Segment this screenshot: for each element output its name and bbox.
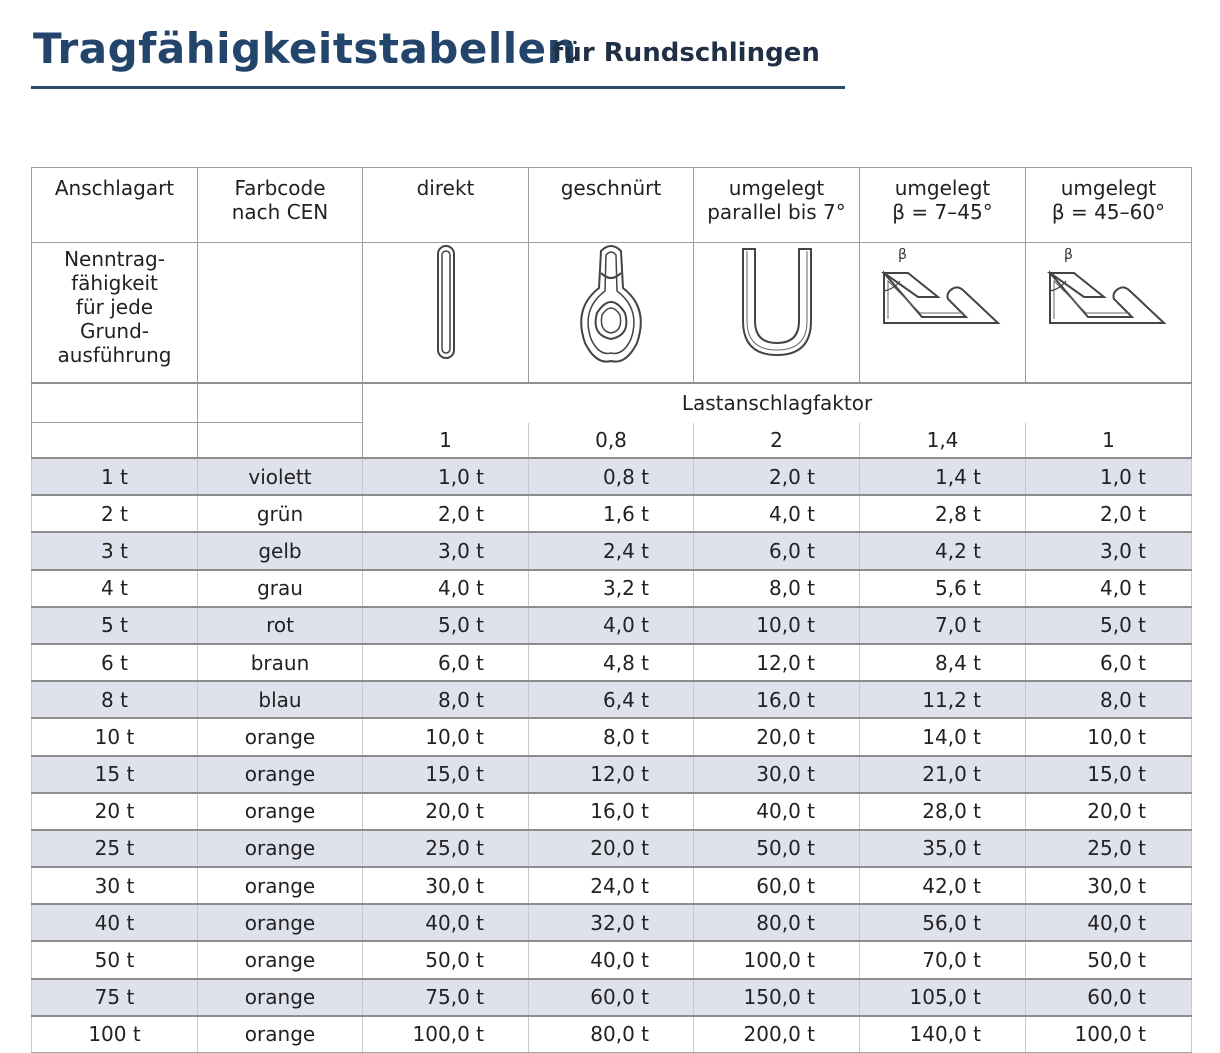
table-cell: 100,0 t bbox=[363, 1016, 529, 1053]
table-cell: 15,0 t bbox=[363, 756, 529, 793]
sling-basket-angle-7-45-icon bbox=[860, 243, 1026, 384]
table-cell: 20,0 t bbox=[363, 793, 529, 830]
table-cell: 40 t bbox=[32, 904, 198, 941]
table-cell: 10,0 t bbox=[1026, 718, 1192, 755]
table-cell: 60,0 t bbox=[529, 979, 694, 1016]
table-cell: 16,0 t bbox=[529, 793, 694, 830]
table-cell: 12,0 t bbox=[694, 644, 860, 681]
table-cell: 21,0 t bbox=[860, 756, 1026, 793]
table-cell: 8,0 t bbox=[529, 718, 694, 755]
table-cell: 30,0 t bbox=[1026, 867, 1192, 904]
table-cell: 4,8 t bbox=[529, 644, 694, 681]
table-cell: orange bbox=[198, 793, 363, 830]
table-cell: 28,0 t bbox=[860, 793, 1026, 830]
factor-value: 1 bbox=[363, 423, 529, 459]
table-cell: 12,0 t bbox=[529, 756, 694, 793]
sling-direct-icon bbox=[363, 243, 529, 384]
factor-value: 2 bbox=[694, 423, 860, 459]
table-cell: 2,0 t bbox=[694, 458, 860, 495]
column-header: umgelegt β = 7–45° bbox=[860, 168, 1026, 243]
table-cell: 100,0 t bbox=[1026, 1016, 1192, 1053]
table-cell: 8,0 t bbox=[363, 681, 529, 718]
empty-cell bbox=[32, 383, 198, 423]
table-cell: 1,4 t bbox=[860, 458, 1026, 495]
table-cell: orange bbox=[198, 830, 363, 867]
table-row bbox=[32, 867, 1192, 904]
table-header-row bbox=[32, 168, 1192, 243]
table-cell: 4,2 t bbox=[860, 532, 1026, 569]
beta-label: β bbox=[897, 247, 907, 263]
column-header: direkt bbox=[363, 168, 529, 243]
table-cell: 60,0 t bbox=[694, 867, 860, 904]
column-header: Farbcode nach CEN bbox=[198, 168, 363, 243]
table-cell: 5,0 t bbox=[1026, 607, 1192, 644]
table-row bbox=[32, 830, 1192, 867]
table-cell: 1,0 t bbox=[363, 458, 529, 495]
sling-basket-angle-45-60-icon bbox=[1026, 243, 1192, 384]
table-cell: 16,0 t bbox=[694, 681, 860, 718]
table-cell: 10,0 t bbox=[694, 607, 860, 644]
table-row bbox=[32, 756, 1192, 793]
table-cell: 42,0 t bbox=[860, 867, 1026, 904]
column-header: geschnürt bbox=[529, 168, 694, 243]
table-cell: 15,0 t bbox=[1026, 756, 1192, 793]
table-cell: 150,0 t bbox=[694, 979, 860, 1016]
table-cell: 2,8 t bbox=[860, 495, 1026, 532]
table-cell: violett bbox=[198, 458, 363, 495]
table-row bbox=[32, 495, 1192, 532]
table-cell: orange bbox=[198, 756, 363, 793]
table-cell: grün bbox=[198, 495, 363, 532]
table-cell: 8 t bbox=[32, 681, 198, 718]
table-cell: 2,0 t bbox=[1026, 495, 1192, 532]
table-cell: 11,2 t bbox=[860, 681, 1026, 718]
empty-cell bbox=[198, 383, 363, 423]
table-cell: 30,0 t bbox=[363, 867, 529, 904]
table-cell: 50,0 t bbox=[694, 830, 860, 867]
factor-value: 1,4 bbox=[860, 423, 1026, 459]
table-cell: 6,0 t bbox=[694, 532, 860, 569]
table-cell: 4,0 t bbox=[363, 570, 529, 607]
table-body bbox=[32, 458, 1192, 1053]
table-cell: 10,0 t bbox=[363, 718, 529, 755]
table-cell: 2,0 t bbox=[363, 495, 529, 532]
column-header: Anschlagart bbox=[32, 168, 198, 243]
table-cell: 35,0 t bbox=[860, 830, 1026, 867]
sling-basket-parallel-icon bbox=[694, 243, 860, 384]
table-cell: 30 t bbox=[32, 867, 198, 904]
table-cell: 6,0 t bbox=[363, 644, 529, 681]
table-cell: 10 t bbox=[32, 718, 198, 755]
factor-value: 1 bbox=[1026, 423, 1192, 459]
table-cell: 50,0 t bbox=[1026, 941, 1192, 978]
table-cell: 25,0 t bbox=[1026, 830, 1192, 867]
table-cell: 20,0 t bbox=[529, 830, 694, 867]
table-cell: 3,0 t bbox=[1026, 532, 1192, 569]
table-cell: 4,0 t bbox=[694, 495, 860, 532]
table-cell: 80,0 t bbox=[694, 904, 860, 941]
table-cell: 4 t bbox=[32, 570, 198, 607]
table-cell: 50 t bbox=[32, 941, 198, 978]
table-cell: grau bbox=[198, 570, 363, 607]
table-row bbox=[32, 644, 1192, 681]
table-cell: 15 t bbox=[32, 756, 198, 793]
table-cell: 5,6 t bbox=[860, 570, 1026, 607]
sling-choked-icon bbox=[529, 243, 694, 384]
table-cell: 25,0 t bbox=[363, 830, 529, 867]
factor-value: 0,8 bbox=[529, 423, 694, 459]
table-cell: 7,0 t bbox=[860, 607, 1026, 644]
table-cell: 200,0 t bbox=[694, 1016, 860, 1053]
table-cell: 100 t bbox=[32, 1016, 198, 1053]
table-cell: rot bbox=[198, 607, 363, 644]
table-row bbox=[32, 458, 1192, 495]
table-row bbox=[32, 718, 1192, 755]
table-cell: orange bbox=[198, 941, 363, 978]
table-cell: 25 t bbox=[32, 830, 198, 867]
table-cell: 1 t bbox=[32, 458, 198, 495]
table-cell: 6,0 t bbox=[1026, 644, 1192, 681]
table-cell: 20,0 t bbox=[694, 718, 860, 755]
table-cell: 2 t bbox=[32, 495, 198, 532]
table-cell: 75 t bbox=[32, 979, 198, 1016]
table-cell: 4,0 t bbox=[529, 607, 694, 644]
table-cell: 56,0 t bbox=[860, 904, 1026, 941]
table-row bbox=[32, 681, 1192, 718]
table-cell: 30,0 t bbox=[694, 756, 860, 793]
table-cell: orange bbox=[198, 979, 363, 1016]
table-cell: 8,4 t bbox=[860, 644, 1026, 681]
table-cell: 3,0 t bbox=[363, 532, 529, 569]
table-cell: 105,0 t bbox=[860, 979, 1026, 1016]
table-cell: 20 t bbox=[32, 793, 198, 830]
table-cell: 70,0 t bbox=[860, 941, 1026, 978]
beta-label: β bbox=[1063, 247, 1073, 263]
row-label-nenntragfaehigkeit: Nenntrag- fähigkeit für jede Grund- ausführung bbox=[57, 247, 172, 367]
table-cell: 8,0 t bbox=[694, 570, 860, 607]
table-cell: gelb bbox=[198, 532, 363, 569]
table-cell: 50,0 t bbox=[363, 941, 529, 978]
table-cell: 4,0 t bbox=[1026, 570, 1192, 607]
table-cell: 20,0 t bbox=[1026, 793, 1192, 830]
table-cell: 5,0 t bbox=[363, 607, 529, 644]
table-row bbox=[32, 793, 1192, 830]
table-cell: 6,4 t bbox=[529, 681, 694, 718]
table-row bbox=[32, 941, 1192, 978]
table-cell: 3,2 t bbox=[529, 570, 694, 607]
table-cell: 32,0 t bbox=[529, 904, 694, 941]
table-cell: 140,0 t bbox=[860, 1016, 1026, 1053]
table-cell: 80,0 t bbox=[529, 1016, 694, 1053]
table-cell: braun bbox=[198, 644, 363, 681]
table-cell: 0,8 t bbox=[529, 458, 694, 495]
table-cell: orange bbox=[198, 904, 363, 941]
table-cell: 14,0 t bbox=[860, 718, 1026, 755]
factor-label: Lastanschlagfaktor bbox=[363, 383, 1192, 423]
table-cell: 75,0 t bbox=[363, 979, 529, 1016]
table-cell: blau bbox=[198, 681, 363, 718]
factor-values-row bbox=[32, 423, 1192, 459]
table-row bbox=[32, 979, 1192, 1016]
table-cell: 40,0 t bbox=[1026, 904, 1192, 941]
table-cell: 3 t bbox=[32, 532, 198, 569]
title-block bbox=[31, 18, 845, 89]
empty-cell bbox=[32, 423, 198, 459]
table-cell: 60,0 t bbox=[1026, 979, 1192, 1016]
table-cell: 6 t bbox=[32, 644, 198, 681]
table-cell: orange bbox=[198, 1016, 363, 1053]
factor-label-row bbox=[32, 383, 1192, 423]
table-cell: 2,4 t bbox=[529, 532, 694, 569]
table-row bbox=[32, 570, 1192, 607]
table-cell: 5 t bbox=[32, 607, 198, 644]
table-row bbox=[32, 532, 1192, 569]
table-cell: 100,0 t bbox=[694, 941, 860, 978]
table-row bbox=[32, 1016, 1192, 1053]
icon-row bbox=[32, 243, 1192, 384]
column-header: umgelegt parallel bis 7° bbox=[694, 168, 860, 243]
table-row bbox=[32, 904, 1192, 941]
table-cell: 1,6 t bbox=[529, 495, 694, 532]
table-cell: 40,0 t bbox=[529, 941, 694, 978]
table-cell: 40,0 t bbox=[694, 793, 860, 830]
table-cell: orange bbox=[198, 867, 363, 904]
table-cell: 40,0 t bbox=[363, 904, 529, 941]
table-cell: 24,0 t bbox=[529, 867, 694, 904]
table-row bbox=[32, 607, 1192, 644]
empty-cell bbox=[198, 423, 363, 459]
page-title: Tragfähigkeitstabellen bbox=[33, 24, 578, 73]
capacity-table bbox=[31, 167, 1192, 1053]
page-subtitle: für Rundschlingen bbox=[552, 38, 820, 68]
table-cell: orange bbox=[198, 718, 363, 755]
empty-cell bbox=[198, 243, 363, 384]
table-cell: 8,0 t bbox=[1026, 681, 1192, 718]
column-header: umgelegt β = 45–60° bbox=[1026, 168, 1192, 243]
table-cell: 1,0 t bbox=[1026, 458, 1192, 495]
